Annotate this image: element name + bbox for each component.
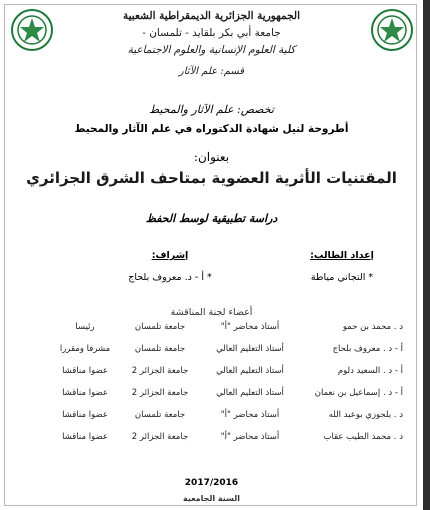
member-rank: أستاذ محاضر "أ" [220,432,280,442]
supervisor-name: * أ - د. معروف بلحاج [128,272,212,283]
committee-row [0,428,423,446]
republic-heading: الجمهورية الجزائرية الديمقراطية الشعبية [122,10,300,22]
member-role: عضوا مناقشا [62,432,108,442]
academic-session-label: السنة الجامعية [183,494,240,503]
member-rank: أستاذ التعليم العالي [216,388,284,398]
member-name: د . بلجوزي بوعبد الله [328,410,403,420]
member-university: جامعة الجزائر 2 [131,388,189,398]
committee-title: أعضاء لجنة المناقشة [170,307,253,318]
title-prefix: بعنوان: [193,150,230,164]
university-name: جامعة أبي بكر بلقايد - تلمسان - [142,27,281,39]
committee-row [0,384,423,402]
member-role: عضوا مناقشا [62,388,108,398]
member-name: د . محمد الطيب عقاب [323,432,403,442]
member-university: جامعة تلمسان [134,344,186,354]
member-rank: أستاذ محاضر "أ" [220,410,280,420]
committee-row [0,340,423,358]
main-title: المقتنيات الأثرية العضوية بمتاحف الشرق الجزائري [26,169,397,187]
member-name: أ - د . إسماعيل بن نعمان [314,388,403,398]
committee-row [0,406,423,424]
member-university: جامعة الجزائر 2 [131,366,189,376]
member-name: أ - د . معروف بلحاج [332,344,403,354]
member-rank: أستاذ التعليم العالي [216,366,284,376]
member-role: مشرفا ومقررا [59,344,111,354]
member-university: جامعة تلمسان [134,322,186,332]
prepared-by-label: إعداد الطالب: [310,250,374,261]
thesis-label: أطروحة لنيل شهادة الدكتوراه في علم الآثار والمحيط [74,123,349,135]
member-role: عضوا مناقشا [62,366,108,376]
committee-row [0,318,423,336]
member-rank: أستاذ محاضر "أ" [220,322,280,332]
sub-title: دراسة تطبيقية لوسط الحفظ [145,212,278,225]
department-name: قسم: علم الآثار [178,66,245,77]
member-name: أ - د . السعيد دلوم [337,366,403,376]
member-role: رئيسا [75,322,95,332]
member-rank: أستاذ التعليم العالي [216,344,284,354]
speciality-line: تخصص: علم الآثار والمحيط [149,103,274,116]
member-university: جامعة الجزائر 2 [131,432,189,442]
academic-year: 2017/2016 [184,478,239,488]
viewer-edge [423,0,430,510]
student-name: * التجاني مياطة [310,272,374,283]
member-role: عضوا مناقشا [62,410,108,420]
member-name: د . محمد بن حمو [342,322,403,332]
supervision-label: إشراف: [151,250,189,261]
faculty-name: كلية العلوم الإنسانية والعلوم الاجتماعية [127,44,296,56]
committee-row [0,362,423,380]
member-university: جامعة تلمسان [134,410,186,420]
